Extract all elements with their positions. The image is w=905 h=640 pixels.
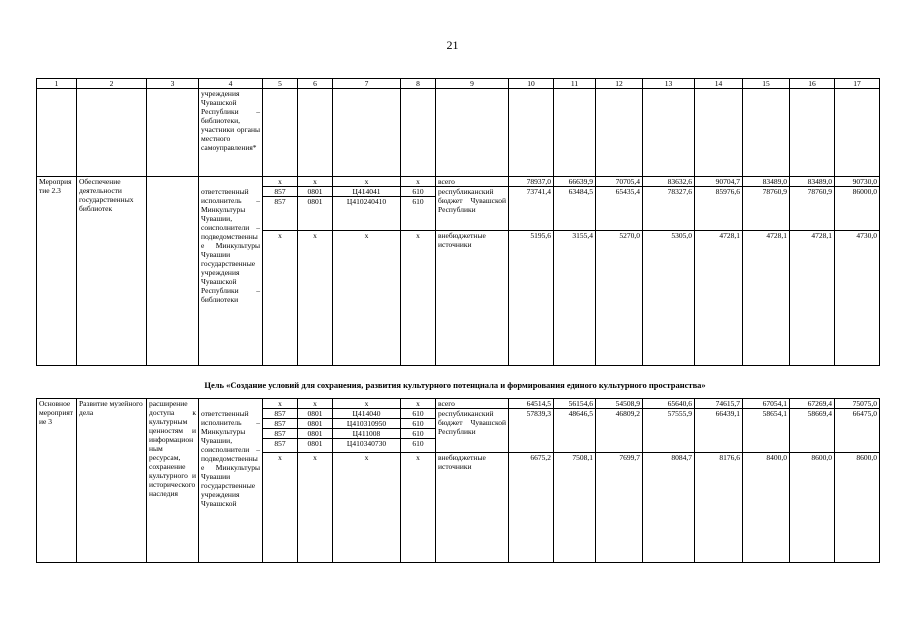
goal-cell: расширение доступа к культурным ценностям и информационным ресурсам, сохранение культурного и исторического наследия: [147, 399, 199, 563]
budget-table-bottom: [36, 398, 880, 563]
code-cell: 857: [263, 418, 297, 428]
header-cell: 12: [596, 79, 643, 89]
table-cell: 78937,0: [509, 177, 554, 187]
table-cell: x: [263, 177, 298, 187]
code-cell: 857: [263, 428, 297, 438]
table-cell: 78760,9: [743, 187, 790, 231]
table-cell: x: [401, 453, 436, 563]
table-cell: 58669,4: [790, 409, 835, 453]
table-cell: 83632,6: [643, 177, 695, 187]
table-cell: 66639,9: [554, 177, 596, 187]
table-cell: 65640,6: [643, 399, 695, 409]
table-cell: x: [401, 177, 436, 187]
header-cell: 13: [643, 79, 695, 89]
header-cell: 3: [147, 79, 199, 89]
table-cell: 4728,1: [743, 231, 790, 366]
table-cell: x: [263, 231, 298, 366]
code-cell: 857: [263, 196, 297, 206]
table-cell: 67054,1: [743, 399, 790, 409]
table-cell: x: [263, 399, 298, 409]
header-cell: 11: [554, 79, 596, 89]
table-cell: 4730,0: [835, 231, 880, 366]
measure-cell: Основное мероприятие 3: [37, 399, 77, 563]
table-cell: 5305,0: [643, 231, 695, 366]
table-cell: 65435,4: [596, 187, 643, 231]
code-cell: Ц410340730: [333, 438, 400, 448]
executor-cell: ответственный исполнитель – Минкультуры Чувашии, соисполнители – подведомственные Минкультуры Чувашии государственные учреждения Чувашской: [199, 399, 263, 563]
code-cell: 857: [274, 409, 286, 418]
table-cell: 48646,5: [554, 409, 596, 453]
code-cell: 610: [401, 196, 435, 206]
header-cell: 4: [199, 79, 263, 89]
table-cell: 46809,2: [596, 409, 643, 453]
header-cell: 2: [77, 79, 147, 89]
table-cell: 5270,0: [596, 231, 643, 366]
code-cell: 857: [263, 438, 297, 448]
table-cell: 58654,1: [743, 409, 790, 453]
executor-cell: учреждения Чувашской Республики – библиотеки, участники органы местного самоуправления*: [199, 89, 263, 177]
table-cell: x: [333, 399, 401, 409]
table-cell: 56154,6: [554, 399, 596, 409]
header-cell: 10: [509, 79, 554, 89]
table-cell: x: [298, 453, 333, 563]
source-cell: республиканский бюджет Чувашской Республики: [436, 187, 509, 231]
table-cell: 7508,1: [554, 453, 596, 563]
table-cell: x: [333, 177, 401, 187]
code-cell: 857: [274, 187, 286, 196]
code-cell: 610: [401, 418, 435, 428]
table-cell: x: [298, 399, 333, 409]
table-cell: x: [298, 177, 333, 187]
table-cell: 90730,0: [835, 177, 880, 187]
table-cell: x: [333, 231, 401, 366]
code-cell: 610: [412, 187, 424, 196]
table-cell: 63484,5: [554, 187, 596, 231]
table-cell: 75075,0: [835, 399, 880, 409]
header-cell: 8: [401, 79, 436, 89]
code-cell: 0801: [298, 196, 332, 206]
code-cell: 0801: [298, 428, 332, 438]
code-cell: 610: [412, 409, 424, 418]
header-cell: 17: [835, 79, 880, 89]
table-row: [37, 177, 880, 187]
table-cell: 4728,1: [790, 231, 835, 366]
code-cell: 610: [401, 438, 435, 448]
table-cell: 8600,0: [790, 453, 835, 563]
table-cell: x: [401, 231, 436, 366]
source-cell: республиканский бюджет Чувашской Республики: [436, 409, 509, 453]
code-cell: Ц414041: [352, 187, 381, 196]
header-cell: 15: [743, 79, 790, 89]
table-cell: 90704,7: [695, 177, 743, 187]
table-cell: 8176,6: [695, 453, 743, 563]
measure-title-cell: Обеспечение деятельности государственных библиотек: [77, 177, 147, 366]
table-cell: 83489,0: [790, 177, 835, 187]
goal-heading: Цель «Создание условий для сохранения, развития культурного потенциала и формирования единого культурного пространства»: [204, 380, 706, 390]
table-cell: 8084,7: [643, 453, 695, 563]
code-cell: Ц410240410: [333, 196, 400, 206]
code-cell: 0801: [298, 438, 332, 448]
table-cell: 54508,9: [596, 399, 643, 409]
budget-table-top: [36, 78, 880, 366]
table-row: [37, 399, 880, 409]
source-cell: внебюджетные источники: [436, 231, 509, 366]
table-cell: 73741,4: [509, 187, 554, 231]
table-cell: x: [298, 231, 333, 366]
table-cell: 85976,6: [695, 187, 743, 231]
table-cell: 3155,4: [554, 231, 596, 366]
page-number: 21: [446, 38, 459, 52]
measure-title-cell: Развитие музейного дела: [77, 399, 147, 563]
table-cell: 70705,4: [596, 177, 643, 187]
code-cell: 0801: [307, 409, 323, 418]
code-cell: Ц410310950: [333, 418, 400, 428]
table-cell: 64514,5: [509, 399, 554, 409]
table-cell: 86000,0: [835, 187, 880, 231]
header-cell: 9: [436, 79, 509, 89]
code-cell: 0801: [298, 418, 332, 428]
code-cell: 0801: [307, 187, 323, 196]
header-cell: 16: [790, 79, 835, 89]
code-cell: Ц411008: [333, 428, 400, 438]
table-cell: 78327,6: [643, 187, 695, 231]
table-cell: 8400,0: [743, 453, 790, 563]
table-cell: 57839,3: [509, 409, 554, 453]
table-cell: 7699,7: [596, 453, 643, 563]
table-cell: 5195,6: [509, 231, 554, 366]
code-cell: Ц414040: [352, 409, 381, 418]
source-cell: всего: [436, 177, 509, 187]
source-cell: всего: [436, 399, 509, 409]
table-cell: 6675,2: [509, 453, 554, 563]
table-cell: 66475,0: [835, 409, 880, 453]
table-cell: 4728,1: [695, 231, 743, 366]
table-row: [37, 89, 880, 177]
header-cell: 5: [263, 79, 298, 89]
executor-cell: ответственный исполнитель – Минкультуры Чувашии, соисполнители – подведомственные Минкультуры Чувашии государственные учреждения Чувашской Республики – библиотеки: [199, 177, 263, 366]
header-cell: 1: [37, 79, 77, 89]
table-cell: 78760,9: [790, 187, 835, 231]
code-cell: 610: [401, 428, 435, 438]
table-cell: x: [333, 453, 401, 563]
measure-cell: Мероприятие 2.3: [37, 177, 77, 366]
table-cell: 66439,1: [695, 409, 743, 453]
table-cell: 83489,0: [743, 177, 790, 187]
table-cell: 57555,9: [643, 409, 695, 453]
table-cell: 74615,7: [695, 399, 743, 409]
table-cell: x: [263, 453, 298, 563]
header-row: [37, 79, 880, 89]
header-cell: 6: [298, 79, 333, 89]
table-cell: 8600,0: [835, 453, 880, 563]
table-cell: 67269,4: [790, 399, 835, 409]
source-cell: внебюджетные источники: [436, 453, 509, 563]
header-cell: 14: [695, 79, 743, 89]
header-cell: 7: [333, 79, 401, 89]
table-cell: x: [401, 399, 436, 409]
